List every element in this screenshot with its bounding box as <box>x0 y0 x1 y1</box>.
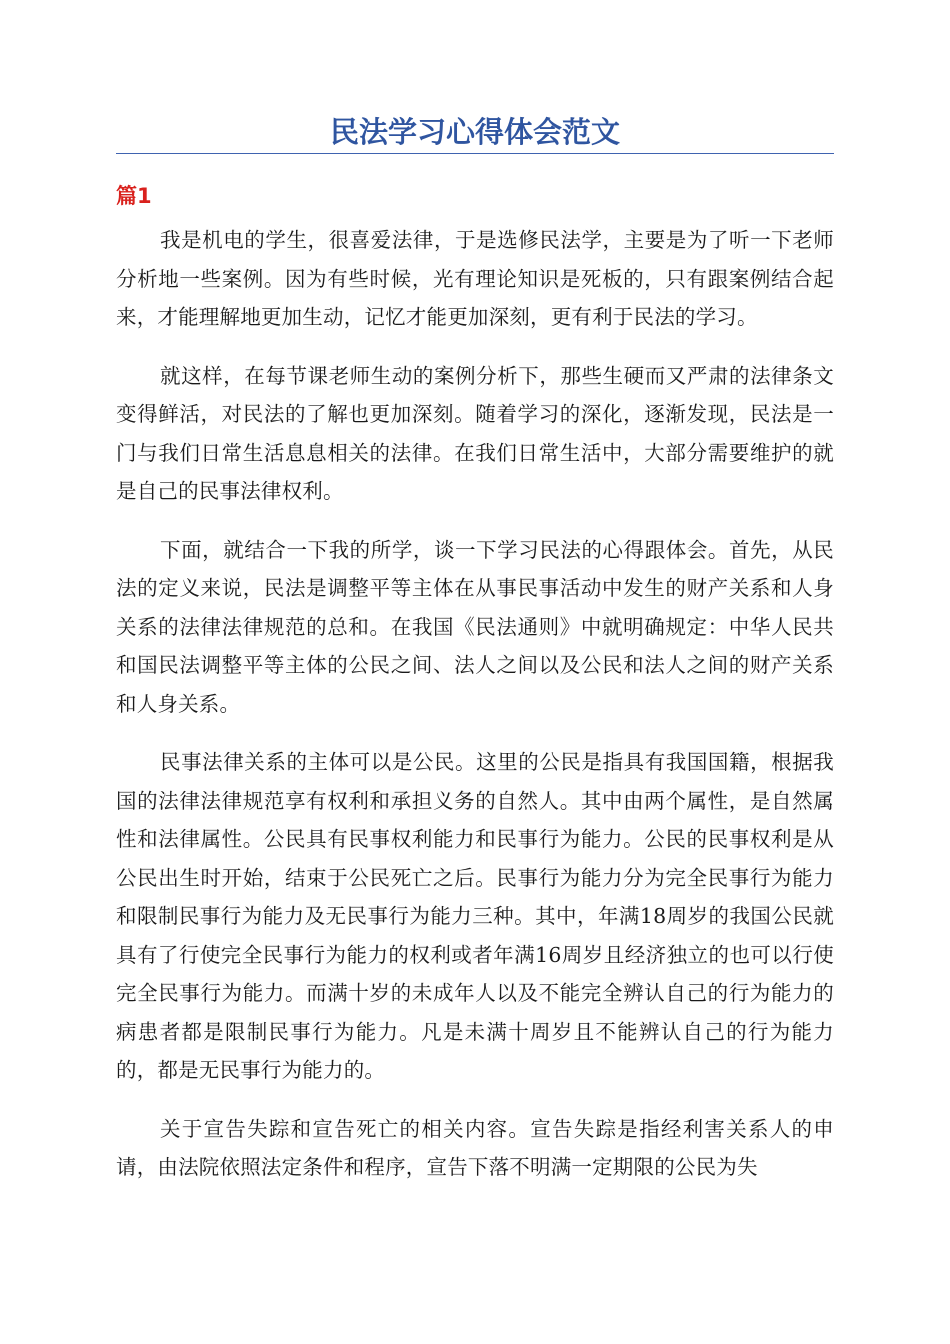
paragraph-4: 民事法律关系的主体可以是公民。这里的公民是指具有我国国籍，根据我国的法律法律规范享有权利和承担义务的自然人。其中由两个属性，是自然属性和法律属性。公民具有民事权利能力和民事行为能力。公民的民事权利是从公民出生时开始，结束于公民死亡之后。民事行为能力分为完全民事行为能力和限制民事行为能力及无民事行为能力三种。其中，年满18周岁的我国公民就具有了行使完全民事行为能力的权利或者年满16周岁且经济独立的也可以行使完全民事行为能力。而满十岁的未成年人以及不能完全辨认自己的行为能力的病患者都是限制民事行为能力。凡是未满十周岁且不能辨认自己的行为能力的，都是无民事行为能力的。 <box>116 750 834 1082</box>
document-title: 民法学习心得体会范文 <box>329 115 620 149</box>
section-heading: 篇1 <box>116 184 152 208</box>
paragraph-2: 就这样，在每节课老师生动的案例分析下，那些生硬而又严肃的法律条文变得鲜活，对民法的了解也更加深刻。随着学习的深化，逐渐发现，民法是一门与我们日常生活息息相关的法律。在我们日常生活中，大部分需要维护的就是自己的民事法律权利。 <box>116 363 834 503</box>
paragraph-3: 下面，就结合一下我的所学，谈一下学习民法的心得跟体会。首先，从民法的定义来说，民法是调整平等主体在从事民事活动中发生的财产关系和人身关系的法律法律规范的总和。在我国《民法通则》中就明确规定：中华人民共和国民法调整平等主体的公民之间、法人之间以及公民和法人之间的财产关系和人身关系。 <box>116 537 834 716</box>
title-divider <box>116 153 834 154</box>
document-body <box>116 221 834 1207</box>
paragraph-1: 我是机电的学生，很喜爱法律，于是选修民法学，主要是为了听一下老师分析地一些案例。因为有些时候，光有理论知识是死板的，只有跟案例结合起来，才能理解地更加生动，记忆才能更加深刻，更有利于民法的学习。 <box>116 228 834 329</box>
paragraph-5: 关于宣告失踪和宣告死亡的相关内容。宣告失踪是指经利害关系人的申请，由法院依照法定条件和程序，宣告下落不明满一定期限的公民为失 <box>116 1116 834 1179</box>
